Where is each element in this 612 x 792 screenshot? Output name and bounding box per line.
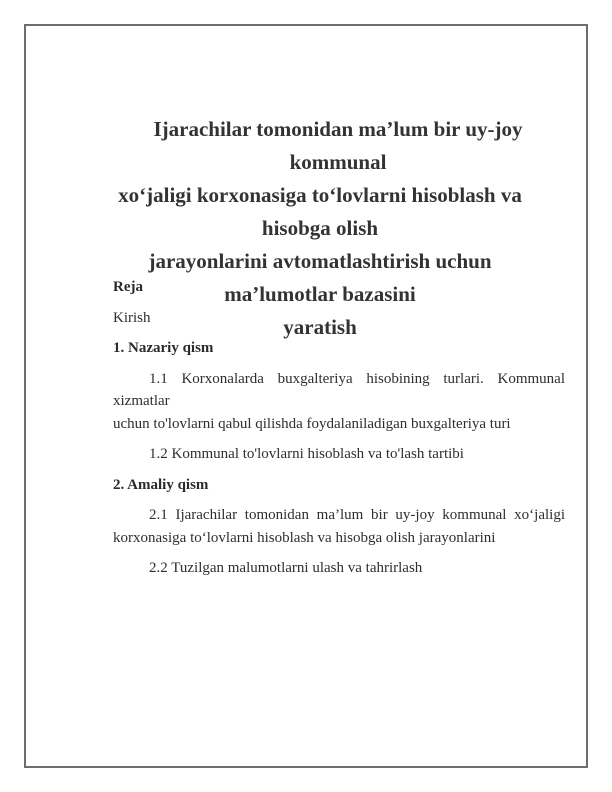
outline-item-1-1-line-2: uchun to'lovlarni qabul qilishda foydalaniladigan buxgalteriya turi bbox=[113, 415, 511, 432]
title-line-2: xo‘jaligi korxonasiga to‘lovlarni hisoblash va hisobga olish bbox=[118, 183, 522, 240]
outline-section2-heading: 2. Amaliy qism bbox=[113, 476, 209, 493]
outline-item-1-1-line-1: 1.1 Korxonalarda buxgalteriya hisobining turlari. Kommunal xizmatlar bbox=[113, 370, 565, 409]
outline-section1-heading: 1. Nazariy qism bbox=[113, 340, 214, 356]
outline-item-2-1 bbox=[113, 504, 565, 549]
outline-heading: Reja bbox=[113, 279, 143, 295]
outline-intro: Kirish bbox=[113, 309, 151, 326]
outline-item-2-2: 2.2 Tuzilgan malumotlarni ulash va tahrirlash bbox=[149, 560, 423, 576]
title-line-3: jarayonlarini avtomatlashtirish uchun ma’lumotlar bazasini bbox=[148, 249, 492, 306]
outline-item-2-1-line-2: korxonasiga to‘lovlarni hisoblash va hisobga olish jarayonlarini bbox=[113, 529, 496, 546]
outline-item-2-1-line-1: 2.1 Ijarachilar tomonidan ma’lum bir uy-joy kommunal xo‘jaligi bbox=[149, 507, 565, 523]
outline-item-1-1 bbox=[113, 368, 565, 436]
title-line-4: yaratish bbox=[283, 315, 357, 339]
outline-section bbox=[113, 276, 565, 588]
outline-item-1-2: 1.2 Kommunal to'lovlarni hisoblash va to'lash tartibi bbox=[149, 446, 464, 462]
title-line-1: Ijarachilar tomonidan ma’lum bir uy-joy kommunal bbox=[153, 117, 523, 174]
